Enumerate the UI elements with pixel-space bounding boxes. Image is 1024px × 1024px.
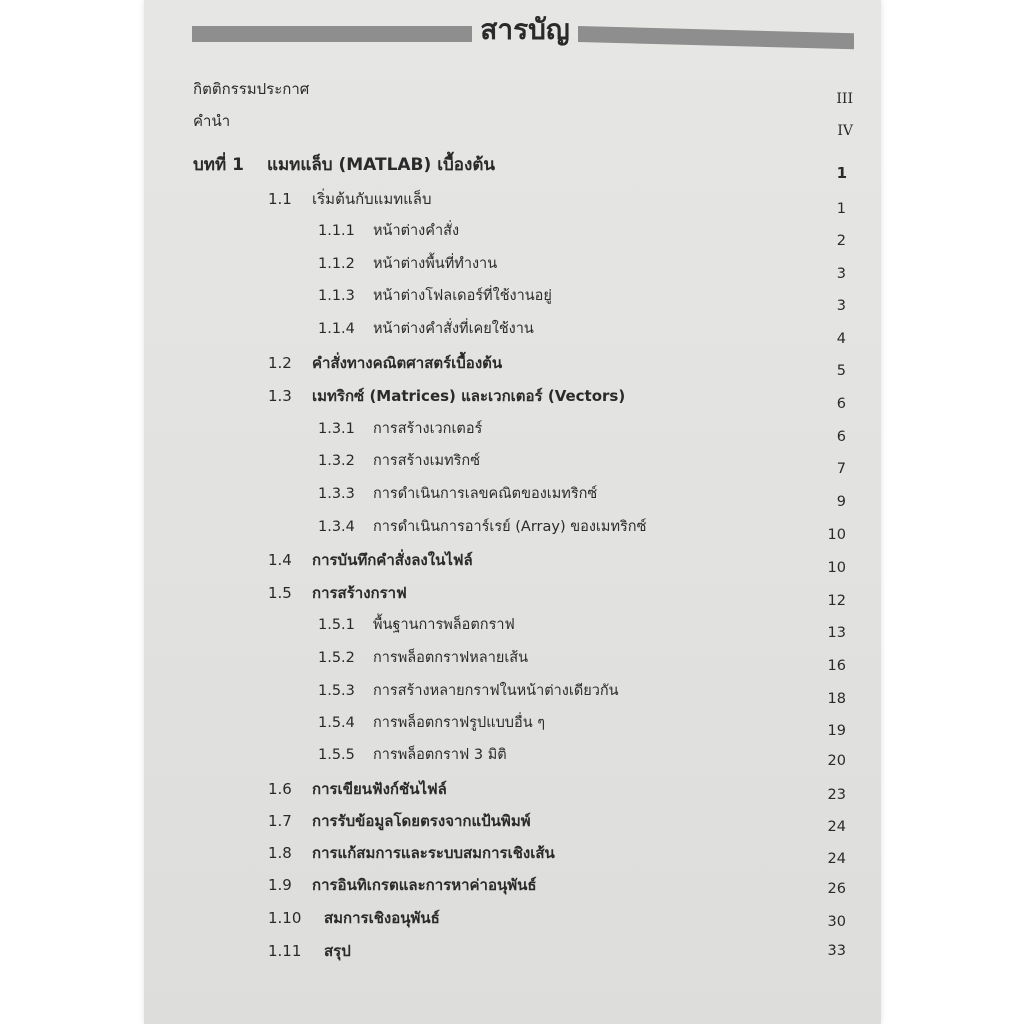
toc-entry-page: 30	[827, 914, 846, 930]
toc-entry-page: IV	[837, 123, 853, 139]
toc-entry-page: 1	[836, 164, 847, 182]
toc-entry-1-2[interactable]	[268, 348, 854, 378]
toc-entry-label: หน้าต่างคำสั่ง	[373, 223, 460, 239]
toc-header	[192, 8, 854, 52]
toc-entry-label: การเขียนฟังก์ชันไฟล์	[312, 780, 447, 798]
toc-entry-1-5-4[interactable]	[318, 708, 854, 738]
toc-entry-number: 1.11	[268, 942, 302, 960]
toc-entry-1-1-3[interactable]	[318, 281, 854, 314]
toc-entry-label: สรุป	[324, 942, 351, 960]
toc-entry-1-3-4[interactable]	[318, 512, 854, 542]
toc-entry-number: 1.5.5	[318, 747, 355, 763]
toc-entry-page: III	[836, 91, 853, 107]
toc-entry-number: 1.1.2	[318, 256, 355, 272]
toc-entry-label: พื้นฐานการพล็อตกราฟ	[373, 617, 515, 633]
toc-entry-label: หน้าต่างโฟลเดอร์ที่ใช้งานอยู่	[373, 288, 552, 304]
toc-entry-number: 1.7	[268, 812, 292, 830]
toc-entry-label: สมการเชิงอนุพันธ์	[324, 909, 440, 927]
toc-entry-page: 19	[827, 723, 846, 739]
toc-entry-1-3-1[interactable]	[318, 414, 854, 444]
toc-entry-page: 5	[836, 363, 846, 379]
toc-entry-page: 26	[827, 881, 846, 897]
toc-entry-label: การแก้สมการและระบบสมการเชิงเส้น	[312, 844, 555, 862]
toc-entry-label: การพล็อตกราฟหลายเส้น	[373, 650, 529, 666]
toc-entry-page: 20	[827, 753, 846, 769]
toc-entry-label: การบันทึกคำสั่งลงในไฟล์	[312, 551, 473, 569]
toc-entry-number: 1.1.4	[318, 321, 355, 337]
toc-entry-label: กิตติกรรมประกาศ	[193, 80, 310, 98]
toc-entry-page: 33	[827, 943, 846, 959]
toc-entry-page: 12	[827, 593, 846, 609]
toc-entry-number: 1.1.3	[318, 288, 355, 304]
toc-entry-1-9[interactable]	[268, 870, 854, 900]
toc-entry-page: 3	[836, 266, 846, 282]
toc-entry-1-5-3[interactable]	[318, 676, 854, 706]
toc-entry-number: 1.3.1	[318, 421, 355, 437]
toc-entry-number: 1.8	[268, 844, 292, 862]
toc-entry-label: การสร้างเวกเตอร์	[373, 421, 483, 437]
toc-entry-1-5[interactable]	[268, 578, 854, 608]
toc-entry-1-3[interactable]	[268, 381, 854, 411]
toc-entry-label: การดำเนินการอาร์เรย์ (Array) ของเมทริกซ์	[373, 519, 647, 535]
toc-entry-number: 1.2	[268, 354, 292, 372]
toc-entry-number: 1.3	[268, 387, 292, 405]
toc-entry-1-5-2[interactable]	[318, 643, 854, 673]
toc-entry-page: 3	[836, 298, 846, 314]
toc-entry-label: การรับข้อมูลโดยตรงจากแป้นพิมพ์	[312, 812, 531, 830]
toc-entry-number: 1.5	[268, 584, 292, 602]
toc-entry-number: 1.10	[268, 909, 302, 927]
toc-entry-1-8[interactable]	[268, 838, 854, 868]
toc-entry-number: 1.3.2	[318, 453, 355, 469]
toc-entry-1-4[interactable]	[268, 545, 854, 575]
toc-entry-page: 1	[836, 201, 846, 217]
toc-entry-number: 1.4	[268, 551, 292, 569]
toc-entry-number: 1.5.3	[318, 683, 355, 699]
toc-entry-1-1-4[interactable]	[318, 314, 854, 347]
toc-entry-page: 10	[827, 527, 846, 543]
toc-entry-number: 1.6	[268, 780, 292, 798]
title-bar-right	[578, 26, 854, 49]
toc-entry-page: 23	[827, 787, 846, 803]
toc-entry-label: เริ่มต้นกับแมทแล็บ	[312, 190, 432, 208]
toc-entry-1-1[interactable]	[268, 184, 854, 217]
toc-entry-number: 1.3.3	[318, 486, 355, 502]
toc-entry-1-3-2[interactable]	[318, 446, 854, 476]
toc-entry-page: 6	[836, 429, 846, 445]
toc-entry-label: เมทริกซ์ (Matrices) และเวกเตอร์ (Vectors)	[312, 387, 626, 405]
toc-entry-label: คำสั่งทางคณิตศาสตร์เบื้องต้น	[312, 354, 503, 372]
toc-entry-acknowledgement[interactable]	[193, 74, 853, 107]
toc-entry-label: การสร้างหลายกราฟในหน้าต่างเดียวกัน	[373, 683, 619, 699]
toc-chapter-1[interactable]	[193, 150, 853, 180]
toc-entry-page: 7	[836, 461, 846, 477]
toc-entry-label: การดำเนินการเลขคณิตของเมทริกซ์	[373, 486, 598, 502]
toc-entry-number: 1.5.4	[318, 715, 355, 731]
toc-entry-label: การสร้างกราฟ	[312, 584, 407, 602]
toc-entry-label: หน้าต่างพื้นที่ทำงาน	[373, 256, 498, 272]
toc-entry-page: 24	[827, 851, 846, 867]
toc-entry-page: 18	[827, 691, 846, 707]
toc-entry-page: 16	[827, 658, 846, 674]
toc-chapter-number: บทที่ 1	[193, 155, 244, 175]
toc-entry-1-5-5[interactable]	[318, 740, 854, 770]
toc-entry-1-3-3[interactable]	[318, 479, 854, 509]
toc-entry-label: การพล็อตกราฟ 3 มิติ	[373, 747, 507, 763]
page-title: สารบัญ	[480, 13, 570, 46]
toc-entry-label: การอินทิเกรตและการหาค่าอนุพันธ์	[312, 876, 537, 894]
toc-entry-1-7[interactable]	[268, 806, 854, 836]
toc-entry-number: 1.3.4	[318, 519, 355, 535]
toc-entry-number: 1.5.1	[318, 617, 355, 633]
toc-entry-number: 1.1	[268, 190, 292, 208]
toc-entry-page: 9	[836, 494, 846, 510]
toc-chapter-label: แมทแล็บ (MATLAB) เบื้องต้น	[267, 155, 495, 175]
title-bar-left	[192, 26, 472, 42]
toc-entry-page: 10	[827, 560, 846, 576]
toc-entry-preface[interactable]	[193, 106, 853, 139]
toc-entry-page: 4	[836, 331, 846, 347]
toc-entry-1-10[interactable]	[268, 903, 854, 933]
toc-entry-label: การพล็อตกราฟรูปแบบอื่น ๆ	[373, 715, 546, 731]
toc-entry-label: หน้าต่างคำสั่งที่เคยใช้งาน	[373, 321, 534, 337]
toc-entry-page: 6	[836, 396, 846, 412]
toc-entry-label: คำนำ	[193, 112, 231, 130]
toc-entry-number: 1.1.1	[318, 223, 355, 239]
toc-entry-1-11[interactable]	[268, 936, 854, 966]
toc-entry-page: 24	[827, 819, 846, 835]
toc-entry-1-1-2[interactable]	[318, 249, 854, 282]
toc-entry-label: การสร้างเมทริกซ์	[373, 453, 481, 469]
toc-entry-1-5-1[interactable]	[318, 610, 854, 640]
toc-entry-1-1-1[interactable]	[318, 216, 854, 249]
toc-entry-number: 1.9	[268, 876, 292, 894]
toc-entry-number: 1.5.2	[318, 650, 355, 666]
toc-entry-1-6[interactable]	[268, 774, 854, 804]
toc-entry-page: 2	[836, 233, 846, 249]
toc-entry-page: 13	[827, 625, 846, 641]
